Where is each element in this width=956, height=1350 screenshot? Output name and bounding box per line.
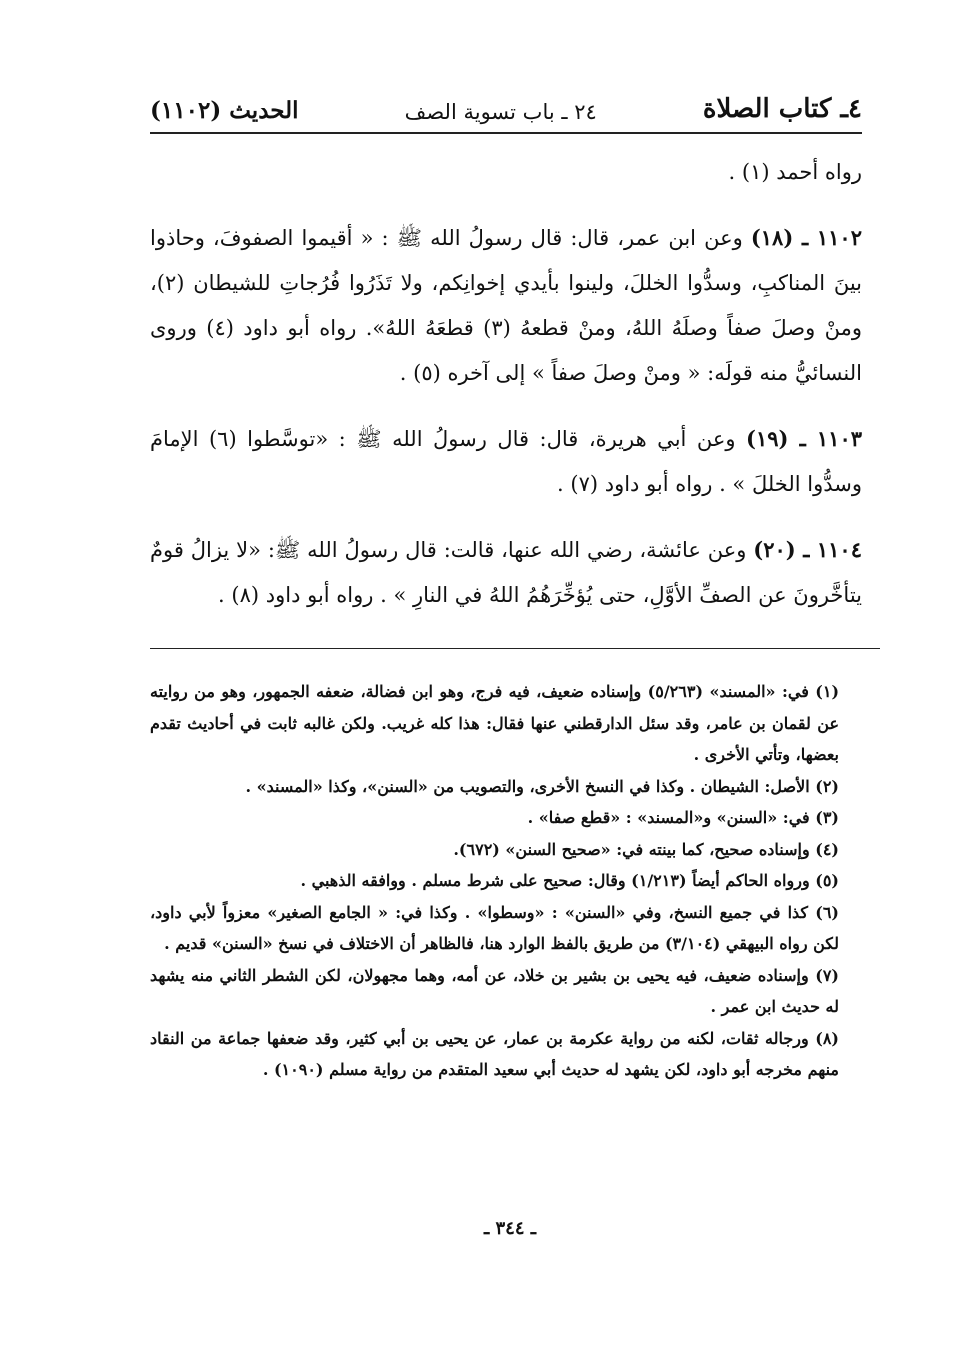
footnote-5: (٥) ورواه الحاكم أيضاً (١/٢١٣) وقال: صحيح على شرط مسلم . ووافقه الذهبي . bbox=[300, 871, 839, 890]
hadith-text: وعن ابن عمر، قال: قال رسولُ الله ﷺ : « أقيموا الصفوفَ، وحاذوا بينَ المناكبِ، وسدُّوا الخللَ، ولينوا بأيدي إخوانِكم، ولا تَذَرُوا فُرُجاتِ للشيطان (٢)، ومنْ وصلَ صفاً وصلَهُ اللهُ، ومنْ قطعهُ (٣) قطعَهُ اللهُ». رواه أبو داود (٤) وروى النسائيُّ منه قولَه: « ومنْ وصلَ صفاً » إلى آخره (٥) . bbox=[150, 226, 862, 385]
footnotes bbox=[150, 676, 875, 1086]
page-number: ـ ٣٤٤ ـ bbox=[483, 1218, 537, 1239]
book-title: ٤ـ كتاب الصلاة bbox=[702, 94, 862, 124]
hadith-1103 bbox=[150, 416, 862, 507]
footnote-3: (٣) في: «السنن» و«المسند» : «قطع صفا» . bbox=[527, 808, 839, 827]
hadith-number: ١١٠٤ ـ (٢٠) bbox=[753, 537, 862, 562]
chapter-title: ٢٤ ـ باب تسوية الصف bbox=[404, 100, 597, 124]
running-header bbox=[150, 80, 862, 134]
footnote-2: (٢) الأصل: الشيطان . وكذا في النسخ الأخرى، والتصويب من «السنن»، وكذا «المسند» . bbox=[245, 776, 839, 796]
footnote-8: (٨) ورجاله ثقات، لكنه من رواية عكرمة بن عمار، عن يحيى بن أبي كثير، وقد ضعفها جماعة من النقاد منهم مخرجه أبو داود، لكن يشهد له حديث أبي سعيد المتقدم من رواية مسلم (١٠٩٠) . bbox=[150, 1028, 839, 1079]
footnote-1: (١) في: «المسند» (٥/٢٦٣) وإسناده ضعيف، فيه فرج، وهو ابن فضالة، ضعفه الجمهور، وهو من روايته عن لقمان بن عامر، وقد سئل الدارقطني عنها فقال: هذا كله غريب. ولكن غالبه ثابت في أحاديث تقدم بعضها، وتأتي الأخرى . bbox=[150, 682, 840, 764]
hadith-text: وعن أبي هريرة، قال: قال رسولُ الله ﷺ : «توسَّطوا (٦) الإمامَ وسدُّوا الخللَ » . رواه أبو داود (٧) . bbox=[150, 427, 862, 496]
footnote-divider bbox=[150, 648, 880, 649]
main-text bbox=[150, 150, 862, 618]
hadith-text: وعن عائشة، رضي الله عنها، قالت: قال رسولُ الله ﷺ: «لا يزالُ قومٌ يتأخَّرونَ عن الصفِّ الأوَّلِ، حتى يُؤخِّرَهُمُ اللهُ في النارِ » . رواه أبو داود (٨) . bbox=[150, 538, 862, 607]
footnote-6: (٦) كذا في جميع النسخ، وفي «السنن» : «وسطوا» . وكذا في: « الجامع الصغير» معزواً لأبي داود، لكن رواه البيهقي (٣/١٠٤) من طريق بالفظ الوارد هنا، فالظاهر أن الاختلاف في نسخ «السنن» قديم . bbox=[150, 902, 839, 953]
hadith-1104 bbox=[150, 527, 862, 618]
hadith-range: الحديث (١١٠٢) bbox=[150, 97, 299, 124]
intro-line: رواه أحمد (١) . bbox=[728, 160, 862, 184]
hadith-1102 bbox=[150, 215, 862, 396]
footnote-7: (٧) وإسناده ضعيف، فيه يحيى بن بشير بن خلاد، عن أمه، وهما مجهولان، لكن الشطر الثاني منه يشهد له حديث ابن عمر . bbox=[150, 965, 839, 1016]
hadith-number: ١١٠٢ ـ (١٨) bbox=[750, 225, 862, 250]
footnote-4: (٤) وإسناده صحيح، كما بينته في: «صحيح السنن» (٦٧٢). bbox=[453, 839, 839, 859]
hadith-number: ١١٠٣ ـ (١٩) bbox=[746, 426, 863, 451]
